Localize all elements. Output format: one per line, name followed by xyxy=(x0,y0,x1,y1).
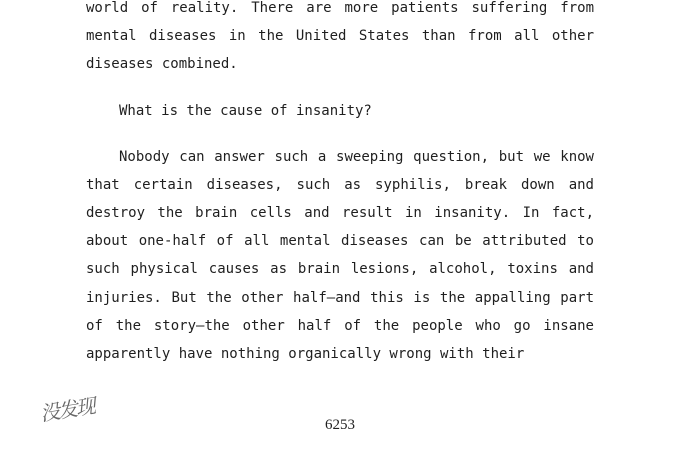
paragraph-line: mental diseases in the United States than from all other xyxy=(86,28,594,44)
paragraph-line: destroy the brain cells and result in insanity. In fact, xyxy=(86,205,594,221)
paragraph-line: world of reality. There are more patients suffering from xyxy=(86,0,594,16)
handwritten-watermark: 没发现 xyxy=(38,393,96,426)
paragraph-line: that certain diseases, such as syphilis, break down and xyxy=(86,177,594,193)
paragraph-line: injuries. But the other half—and this is the appalling part xyxy=(86,290,594,306)
paragraph-line: Nobody can answer such a sweeping question, but we know xyxy=(119,149,594,165)
paragraph-line: about one-half of all mental diseases can be attributed to xyxy=(86,233,594,249)
page-number: 6253 xyxy=(325,417,355,433)
paragraph-line: apparently have nothing organically wrong with their xyxy=(86,346,525,362)
paragraph-line: of the story—the other half of the people who go insane xyxy=(86,318,594,334)
question-heading: What is the cause of insanity? xyxy=(119,103,372,119)
paragraph-line: such physical causes as brain lesions, alcohol, toxins and xyxy=(86,261,594,277)
paragraph-line: diseases combined. xyxy=(86,56,238,72)
